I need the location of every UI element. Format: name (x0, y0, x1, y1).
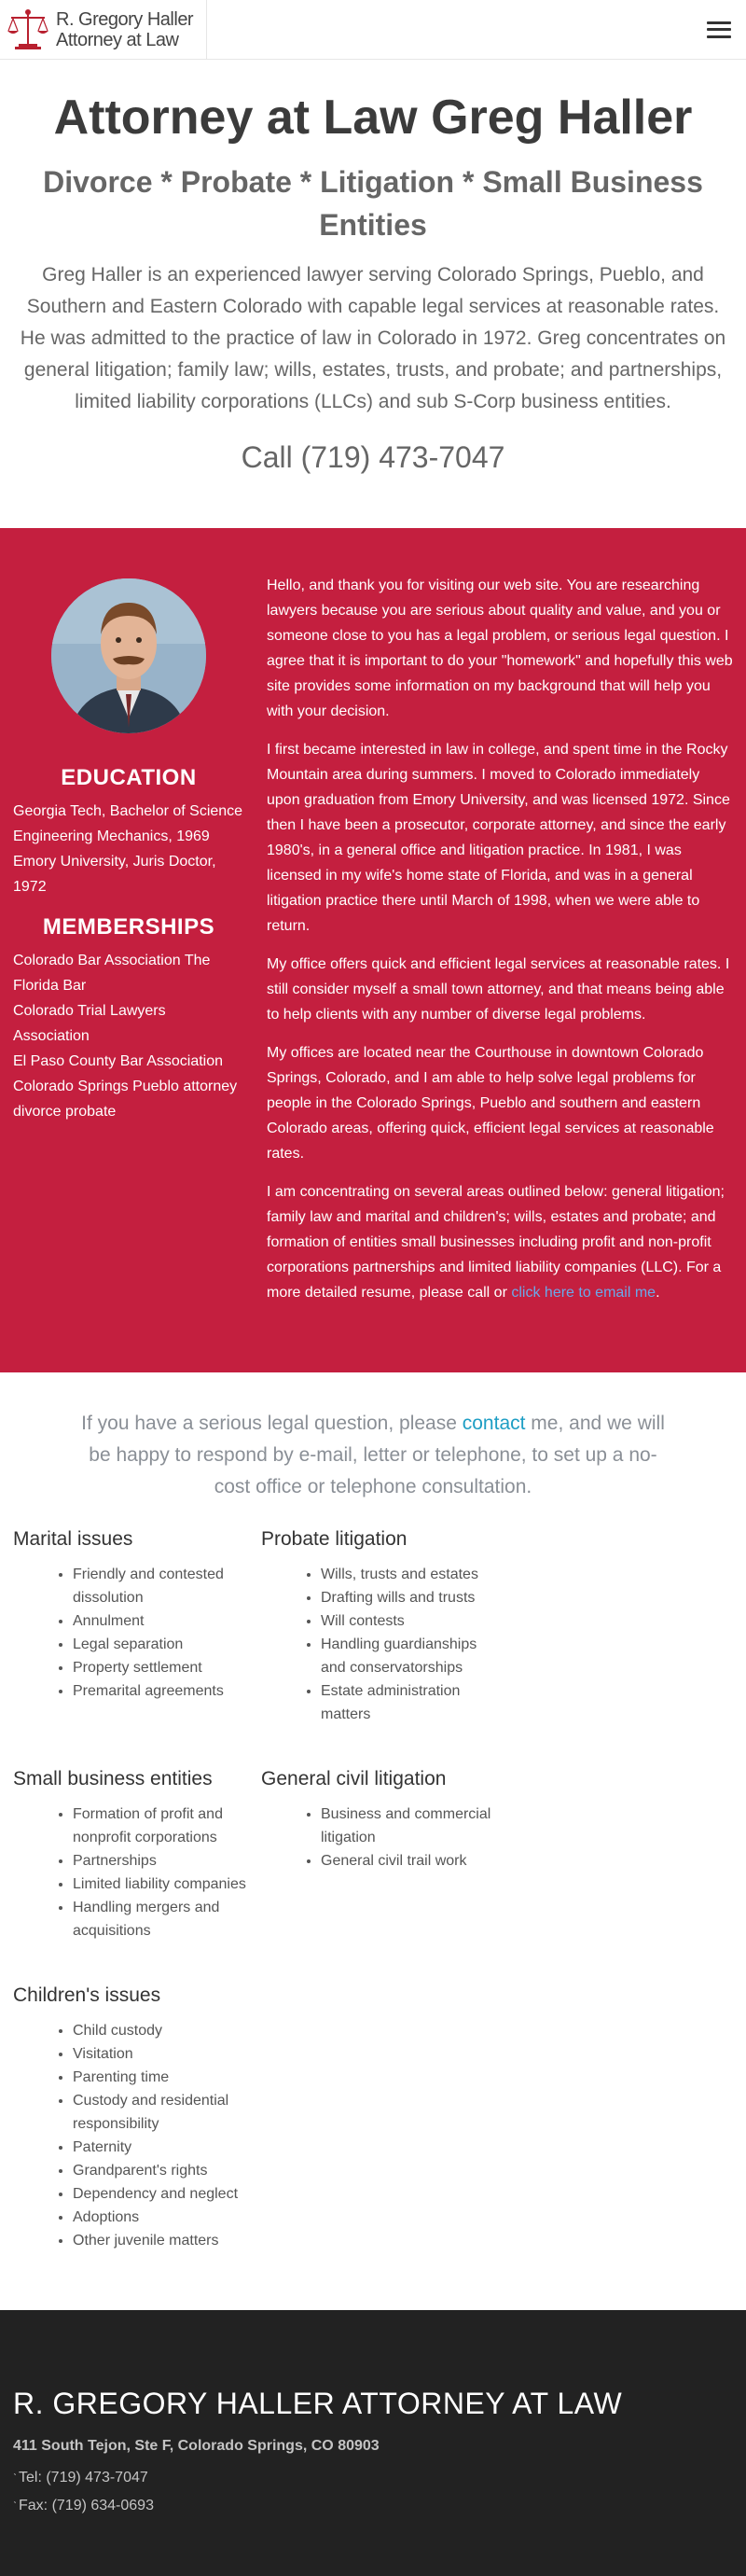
portrait-image (51, 578, 206, 733)
list-item: • General civil trail work (321, 1849, 498, 1873)
practice-area-list (13, 1563, 261, 1703)
list-item: • Grandparent's rights (73, 2159, 250, 2182)
footer-address: 411 South Tejon, Ste F, Colorado Springs, CO 80903 (13, 2438, 380, 2454)
list-item: • Other juvenile matters (73, 2229, 250, 2252)
list-item: • Parenting time (73, 2066, 250, 2089)
practice-area-children (13, 1982, 261, 2252)
logo-text (56, 9, 193, 50)
practice-area-list (261, 1803, 509, 1873)
list-item: • Handling guardianships and conservatorships (321, 1633, 498, 1679)
footer-fax-text: Fax: (719) 634-0693 (19, 2498, 154, 2513)
email-me-link[interactable]: click here to email me (511, 1285, 656, 1301)
profile-column (13, 573, 244, 1318)
logo-line-2: Attorney at Law (56, 29, 179, 50)
about-paragraph: Hello, and thank you for visiting our web site. You are researching lawyers because you are serious about quality and value, and you or someone close to you has a legal problem, or serious legal question. I agree that it is important to do your "homework" and hopefully this web site provides some information on my background that will help you with your decision. (267, 578, 733, 719)
practice-area-marital (13, 1525, 261, 1726)
hero-section (0, 60, 746, 528)
list-item: • Partnerships (73, 1849, 250, 1873)
list-item: • Adoptions (73, 2206, 250, 2229)
list-item: • Limited liability companies (73, 1873, 250, 1896)
about-text-column (244, 573, 733, 1318)
membership-item: Colorado Bar Association The Florida Bar (13, 953, 211, 994)
practice-area-list (261, 1563, 509, 1726)
membership-item: El Paso County Bar Association (13, 1053, 224, 1069)
fax-icon: ˋ (13, 2499, 17, 2513)
contact-link[interactable]: contact (462, 1413, 526, 1434)
list-item: • Wills, trusts and estates (321, 1563, 498, 1586)
education-item: Emory University, Juris Doctor, 1972 (13, 854, 216, 895)
about-section (0, 528, 746, 1372)
blurb-text-before: If you have a serious legal question, please (81, 1413, 463, 1434)
site-logo[interactable] (6, 0, 207, 60)
footer-tel-text: Tel: (719) 473-7047 (19, 2470, 148, 2485)
membership-item: Colorado Springs Pueblo attorney divorce probate (13, 1079, 238, 1120)
page-title: Attorney at Law Greg Haller (53, 91, 693, 145)
attorney-portrait (51, 578, 206, 733)
membership-item: Colorado Trial Lawyers Association (13, 1003, 166, 1044)
education-list (13, 799, 244, 899)
about-paragraph-text: I am concentrating on several areas outlined below: general litigation; family law and marital and children's; wills, estates and probate; and formation of entities small businesses including profit and non-profit corporations partnerships and limited liability companies (LLC). For a more detailed resume, please call or (267, 1184, 725, 1301)
site-footer (0, 2310, 746, 2576)
list-item: • Annulment (73, 1609, 250, 1633)
list-item: • Business and commercial litigation (321, 1803, 498, 1849)
about-paragraph: My office offers quick and efficient legal services at reasonable rates. I still consider myself a small town attorney, and that means being able to help clients with any number of diverse legal problems. (267, 956, 730, 1023)
list-item: • Formation of profit and nonprofit corporations (73, 1803, 250, 1849)
practice-area-list (13, 1803, 261, 1942)
list-item: • Premarital agreements (73, 1679, 250, 1703)
list-item: • Will contests (321, 1609, 498, 1633)
list-item: • Child custody (73, 2019, 250, 2042)
practice-area-small-business (13, 1765, 261, 1942)
education-item: Georgia Tech, Bachelor of Science Engineering Mechanics, 1969 (13, 803, 243, 844)
list-item: • Visitation (73, 2042, 250, 2066)
intro-text: Greg Haller is an experienced lawyer serving Colorado Springs, Pueblo, and Southern and Eastern Colorado with capable legal services at reasonable rates. He was admitted to the practice of law in Colorado in 1972. Greg concentrates on general litigation; family law; wills, estates, trusts, and probate; and partnerships, limited liability corporations (LLCs) and sub S-Corp business entities. (20, 264, 726, 412)
call-phone-number[interactable]: Call (719) 473-7047 (241, 440, 505, 474)
list-item: • Paternity (73, 2136, 250, 2159)
blurb-text-after: me, and we will be happy to respond by e-mail, letter or telephone, to set up a no-cost office or telephone consultation. (89, 1413, 665, 1497)
list-item: • Custody and residential responsibility (73, 2089, 250, 2136)
list-item: • Legal separation (73, 1633, 250, 1656)
practice-area-title: Marital issues (13, 1528, 133, 1550)
list-item: • Handling mergers and acquisitions (73, 1896, 250, 1942)
practice-area-list (13, 2019, 261, 2252)
about-paragraph-end: . (656, 1285, 660, 1301)
menu-bar (707, 21, 731, 24)
menu-bar (707, 28, 731, 31)
contact-blurb (0, 1372, 746, 1525)
memberships-heading: MEMBERSHIPS (42, 914, 215, 940)
logo-line-1: R. Gregory Haller (56, 8, 194, 30)
practice-area-title: General civil litigation (261, 1768, 447, 1789)
phone-icon: ˋ (13, 2472, 17, 2485)
footer-fax (13, 2492, 733, 2520)
footer-title: R. GREGORY HALLER ATTORNEY AT LAW (13, 2387, 623, 2420)
about-paragraph: My offices are located near the Courthouse in downtown Colorado Springs, Colorado, and I am able to help solve legal problems for people in the Colorado Springs, Pueblo and southern and eastern Colorado areas, offering quick, efficient legal services at reasonable rates. (267, 1045, 714, 1162)
page-subtitle: Divorce * Probate * Litigation * Small Business Entities (43, 165, 703, 242)
about-paragraph: I first became interested in law in college, and spent time in the Rocky Mountain area during summers. I moved to Colorado immediately upon graduation from Emory University, and was licensed 1972. Since then I have been a prosecutor, corporate attorney, and since the early 1980's, in a general office and litigation practice. In 1981, I was licensed in my wife's home state of Florida, and was in a general litigation practice there until March of 1998, when we were able to return. (267, 742, 730, 934)
hamburger-menu-icon[interactable] (707, 20, 731, 40)
list-item: • Friendly and contested dissolution (73, 1563, 250, 1609)
footer-phone[interactable] (13, 2464, 733, 2492)
list-item: • Drafting wills and trusts (321, 1586, 498, 1609)
list-item: • Estate administration matters (321, 1679, 498, 1726)
site-header (0, 0, 746, 60)
list-item: • Dependency and neglect (73, 2182, 250, 2206)
scales-of-justice-icon (6, 8, 50, 51)
practice-area-probate (261, 1525, 509, 1726)
practice-areas (0, 1525, 746, 2291)
education-heading: EDUCATION (61, 765, 197, 790)
list-item: • Property settlement (73, 1656, 250, 1679)
menu-bar (707, 35, 731, 38)
practice-area-civil-litigation (261, 1765, 509, 1942)
about-paragraph (267, 1179, 733, 1305)
practice-area-title: Small business entities (13, 1768, 213, 1789)
practice-area-title: Children's issues (13, 1984, 161, 2006)
practice-area-title: Probate litigation (261, 1528, 408, 1550)
memberships-list (13, 948, 244, 1124)
